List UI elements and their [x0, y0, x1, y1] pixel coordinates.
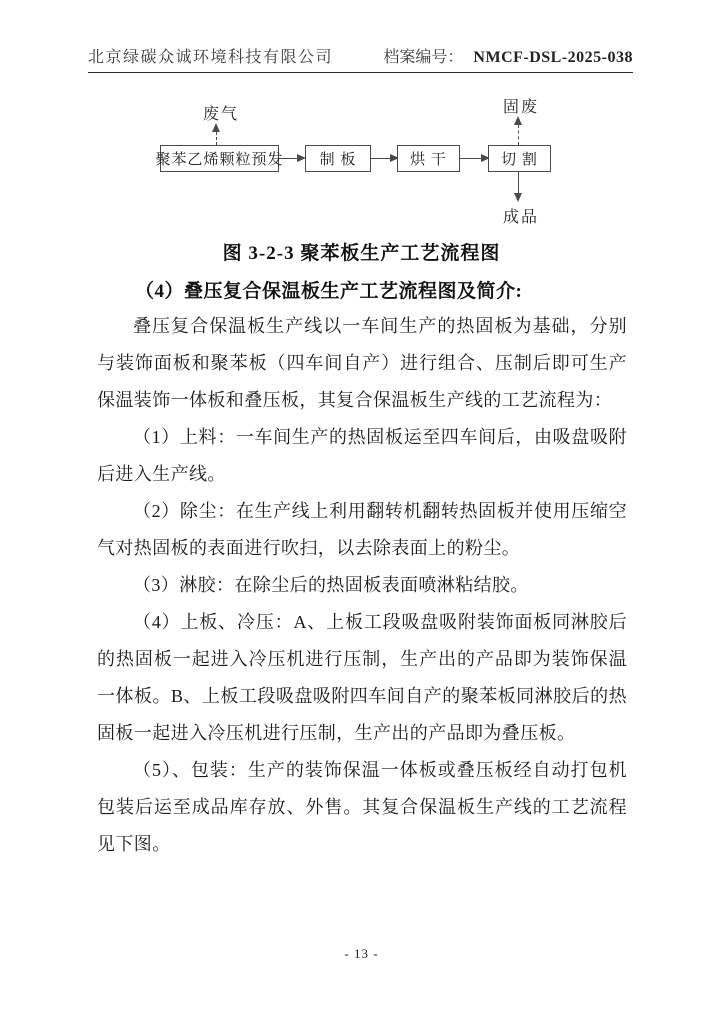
- waste-gas-label: 废气: [203, 106, 240, 123]
- document-header: [88, 44, 633, 73]
- archive-info: [383, 44, 633, 67]
- figure-caption: 图 3-2-3 聚苯板生产工艺流程图: [222, 243, 501, 264]
- body-paragraph-step1: （1）上料：一车间生产的热固板运至四车间后，由吸盘吸附后进入生产线。: [97, 427, 627, 484]
- section-heading: （4）叠压复合保温板生产工艺流程图及简介:: [135, 281, 523, 302]
- product-arrow: [518, 172, 519, 193]
- body-paragraph-step2: （2）除尘：在生产线上利用翻转机翻转热固板并使用压缩空气对热固板的表面进行吹扫，以去除表面上的粉尘。: [97, 501, 627, 558]
- flow-arrow-2: [371, 158, 397, 159]
- flow-box-cutting: 切 割: [488, 145, 551, 172]
- solid-waste-dashed-arrow: [518, 125, 519, 145]
- solid-waste-label: 固废: [503, 99, 540, 116]
- archive-number: NMCF-DSL-2025-038: [473, 49, 633, 66]
- body-paragraph-step5: （5）、包装：生产的装饰保温一体板或叠压板经自动打包机包装后运至成品库存放、外售。其复合保温板生产线的工艺流程见下图。: [97, 760, 627, 854]
- waste-gas-dashed-arrow: [216, 132, 217, 145]
- body-text: [97, 308, 627, 863]
- process-flowchart: [0, 94, 723, 230]
- body-paragraph-step4: （4）上板、冷压：A、上板工段吸盘吸附装饰面板同淋胶后的热固板一起进入冷压机进行压制，生产出的产品即为装饰保温一体板。B、上板工段吸盘吸附四车间自产的聚苯板同淋胶后的热固板一起进入冷压机进行压制，生产出的产品即为叠压板。: [97, 612, 627, 743]
- body-paragraph-step3: （3）淋胶：在除尘后的热固板表面喷淋粘结胶。: [133, 575, 529, 595]
- flow-arrow-3: [460, 158, 488, 159]
- flow-box-board-making: 制 板: [305, 145, 371, 172]
- flow-box-pre-expansion: 聚苯乙烯颗粒预发: [160, 145, 279, 172]
- flow-box-drying: 烘 干: [397, 145, 460, 172]
- body-paragraph-intro: 叠压复合保温板生产线以一车间生产的热固板为基础，分别与装饰面板和聚苯板（四车间自产）进行组合、压制后即可生产保温装饰一体板和叠压板，其复合保温板生产线的工艺流程为：: [97, 316, 627, 410]
- page-number: - 13 -: [344, 946, 379, 961]
- archive-label: 档案编号：: [383, 49, 464, 66]
- company-name: 北京绿碳众诚环境科技有限公司: [88, 49, 334, 66]
- product-label: 成品: [503, 209, 540, 226]
- flow-arrow-1: [279, 158, 304, 159]
